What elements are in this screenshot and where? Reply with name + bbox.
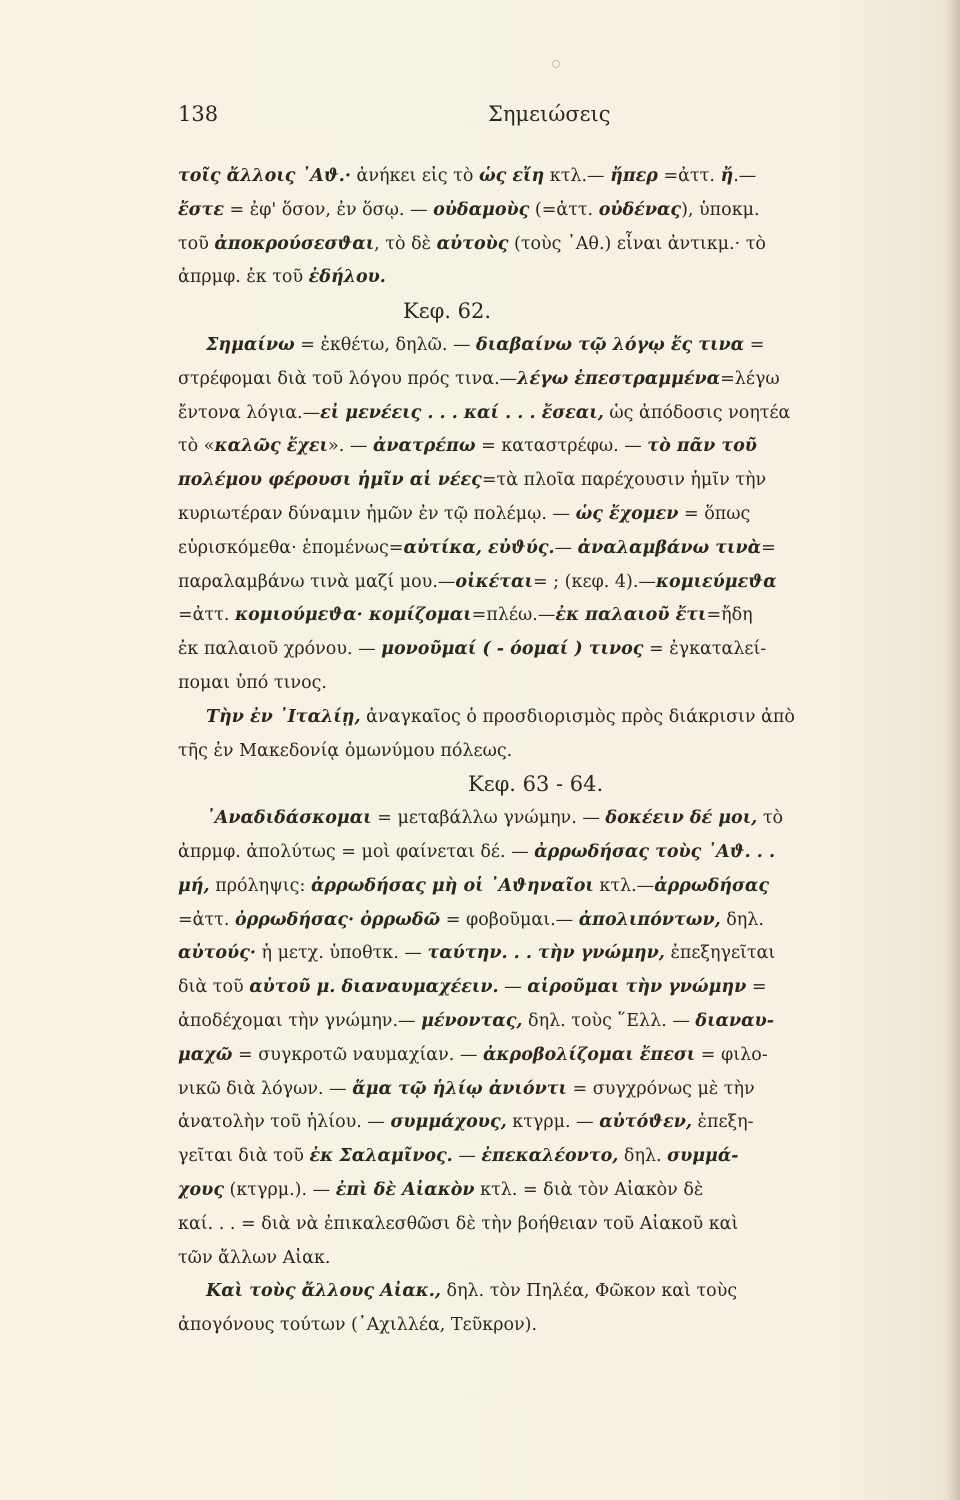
gloss-text: διὰ τοῦ	[178, 977, 250, 998]
gloss-text: = φιλο-	[695, 1044, 768, 1065]
gloss-text: ἀνατολὴν τοῦ ἡλίου. —	[178, 1112, 391, 1133]
gloss-text: ἐπεξηγεῖται	[664, 943, 776, 964]
page-header	[178, 102, 918, 132]
text-line	[178, 194, 923, 228]
gloss-text: Κεφ. 63 - 64.	[468, 772, 604, 797]
lemma-term: αἱροῦμαι τὴν γνώμην	[527, 977, 747, 998]
gloss-text: ἀποδέχομαι τὴν γνώμην.—	[178, 1010, 422, 1031]
lemma-term: ἤπερ	[610, 166, 658, 186]
gloss-text: κτγρμ. —	[506, 1112, 600, 1133]
gloss-text: =ἤδη	[706, 605, 753, 626]
text-line	[178, 532, 923, 566]
gloss-text: = μεταβάλλω γνώμην. —	[371, 808, 606, 829]
gloss-text: —	[452, 1146, 482, 1167]
lemma-term: ὡς ἔχομεν	[575, 503, 679, 524]
gloss-text: ». —	[328, 436, 373, 457]
gloss-text: —	[498, 977, 528, 998]
text-line	[178, 1174, 923, 1208]
gloss-text: = συγκροτῶ ναυμαχίαν. —	[232, 1044, 483, 1065]
lemma-term: ἅμα τῷ ἡλίῳ ἀνιόντι	[352, 1078, 567, 1099]
gloss-text: δηλ.	[720, 909, 764, 930]
text-line	[178, 836, 923, 870]
gloss-text: = ἐφ' ὅσον, ἐν ὅσῳ. —	[223, 199, 434, 220]
lemma-term: ἔστε	[178, 199, 224, 220]
lemma-term: μή,	[178, 875, 210, 896]
lemma-term: ἀνατρέπω	[372, 436, 476, 457]
gloss-text: τῶν ἄλλων Αἰακ.	[178, 1247, 331, 1268]
lemma-term: ἐπεκαλέοντο,	[481, 1146, 619, 1167]
text-line	[178, 937, 923, 971]
lemma-term: ᾿Αναδιδάσκομαι	[206, 808, 372, 829]
text-line	[178, 464, 923, 498]
gloss-text: πρόληψις:	[209, 875, 311, 896]
lemma-term: ἀκροβολίζομαι ἔπεσι	[482, 1044, 696, 1065]
gloss-text: —	[554, 537, 578, 558]
text-body	[178, 160, 923, 1343]
lemma-term: αὐτόϑεν,	[599, 1112, 692, 1133]
gloss-text: ὡς ἀπόδοσις νοητέα	[603, 402, 791, 423]
gloss-text: ἀναγκαῖος ὁ προσδιορισμὸς πρὸς διάκρισιν ἀπὸ	[360, 706, 795, 727]
gloss-text: =	[744, 334, 765, 355]
lemma-term: μονοῦμαί ( - όομαί ) τινος	[381, 639, 644, 660]
gloss-text: ἔντονα λόγια.—	[178, 402, 321, 423]
text-line	[178, 160, 923, 194]
gloss-text: =τὰ πλοῖα παρέχουσιν ἡμῖν τὴν	[481, 470, 767, 491]
text-line	[178, 1140, 923, 1174]
text-line	[178, 1005, 923, 1039]
gloss-text: = ὅπως	[678, 503, 751, 524]
gloss-text: τοῦ	[178, 233, 215, 254]
lemma-term: μαχῶ	[178, 1044, 233, 1065]
lemma-term: αὐτούς·	[178, 943, 256, 964]
text-line	[178, 329, 923, 363]
gloss-text: παραλαμβάνω τινὰ μαζί μου.—	[178, 571, 456, 592]
text-line	[178, 701, 923, 735]
gloss-text: =	[761, 537, 776, 558]
text-line	[178, 430, 923, 464]
lemma-term: συμμάχους,	[390, 1112, 507, 1133]
lemma-term: ἐκ παλαιοῦ ἔτι	[555, 605, 707, 626]
gloss-text: = συγχρόνως μὲ τὴν	[566, 1078, 755, 1099]
lemma-term: χους	[178, 1179, 224, 1200]
lemma-term: ἐπὶ δὲ Αἰακὸν	[335, 1179, 475, 1200]
gloss-text: = καταστρέφω. —	[475, 436, 648, 457]
text-line	[178, 1073, 923, 1107]
gloss-text: ἀπογόνους τούτων (᾿Αχιλλέα, Τεῦκρον).	[178, 1315, 538, 1336]
lemma-term: ἀρρωδήσας	[654, 875, 770, 896]
text-line	[178, 228, 923, 262]
page-edge-shadow	[946, 0, 960, 1500]
lemma-term: κομιούμεϑα· κομίζομαι	[234, 605, 472, 626]
lemma-term: Τὴν ἐν ᾿Ιταλίῃ,	[206, 706, 361, 727]
gloss-text: τῆς ἐν Μακεδονίᾳ ὁμωνύμου πόλεως.	[178, 740, 513, 761]
gloss-text: (τοὺς ᾿Αθ.) εἶναι ἀντικμ.· τὸ	[508, 233, 766, 254]
page-number: 138	[178, 102, 219, 126]
lemma-term: οὐδένας	[598, 199, 682, 220]
text-line	[178, 870, 923, 904]
lemma-term: αὐτίκα, εὐϑύς.	[403, 537, 555, 558]
gloss-text: κτλ. = διὰ τὸν Αἰακὸν δὲ	[474, 1179, 704, 1200]
gloss-text: δηλ.	[618, 1146, 668, 1167]
lemma-term: αὐτοὺς	[436, 233, 509, 254]
text-line	[178, 1309, 923, 1343]
text-line	[178, 261, 923, 295]
lemma-term: οὐδαμοὺς	[433, 199, 530, 220]
text-line	[178, 599, 923, 633]
gloss-text: ἀνήκει εἰς τὸ	[350, 166, 479, 186]
text-line	[178, 566, 923, 600]
text-line	[178, 904, 923, 938]
page-mark	[552, 60, 560, 68]
text-line	[178, 1208, 923, 1242]
lemma-term: ἤ	[720, 166, 734, 186]
text-line	[178, 667, 923, 701]
lemma-term: ἀπολιπόντων,	[578, 909, 721, 930]
gloss-text: (=ἀττ.	[529, 199, 599, 220]
lemma-term: κομιεύμεϑα	[655, 571, 777, 592]
lemma-term: ἀναλαμβάνω τινὰ	[577, 537, 762, 558]
lemma-term: καλῶς ἔχει	[214, 436, 329, 457]
lemma-term: ἀρρωδήσας μὴ οἱ ᾿Αϑηναῖοι	[310, 875, 594, 896]
gloss-text: ἡ μετχ. ὑποθτκ. —	[255, 943, 428, 964]
gloss-text: κτλ.—	[593, 875, 655, 896]
lemma-term: οἰκέται	[455, 571, 533, 592]
gloss-text: = ; (κεφ. 4).—	[533, 571, 656, 592]
text-line	[178, 498, 923, 532]
text-line	[178, 735, 923, 769]
gloss-text: =ἀττ.	[657, 166, 721, 186]
gloss-text: =ἀττ.	[178, 909, 235, 930]
lemma-term: τοῖς ἄλλοις ᾿Αϑ.·	[178, 166, 351, 186]
lemma-term: ὡς εἴη	[478, 166, 545, 186]
gloss-text: ἀπρμφ. ἐκ τοῦ	[178, 267, 309, 288]
lemma-term: ἀποκρούσεσϑαι	[214, 233, 375, 254]
text-line	[178, 363, 923, 397]
gloss-text: , τὸ δὲ	[374, 233, 437, 254]
gloss-text: ), ὑποκμ.	[681, 199, 760, 220]
section-heading	[178, 295, 923, 329]
gloss-text: ἀπρμφ. ἀπολύτως = μοὶ φαίνεται δέ. —	[178, 841, 535, 862]
gloss-text: .—	[733, 166, 757, 186]
gloss-text: δηλ. τοὺς ῞Ελλ. —	[522, 1010, 696, 1031]
gloss-text: =πλέω.—	[471, 605, 556, 626]
lemma-term: ἀρρωδήσας τοὺς ᾿Αϑ. . .	[534, 841, 776, 862]
gloss-text: =λέγω	[720, 368, 780, 389]
running-title: Σημειώσεις	[488, 102, 611, 126]
text-line	[178, 1242, 923, 1276]
lemma-term: μένοντας,	[421, 1010, 523, 1031]
gloss-text: εὑρισκόμεθα· ἑπομένως=	[178, 537, 404, 558]
text-line	[178, 802, 923, 836]
section-heading	[178, 768, 923, 802]
lemma-term: διαβαίνω τῷ λόγῳ ἔς τινα	[476, 334, 745, 355]
lemma-term: συμμά-	[667, 1146, 739, 1167]
gloss-text: πομαι ὑπό τινος.	[178, 672, 327, 693]
lemma-term: Καὶ τοὺς ἄλλους Αἰακ.,	[206, 1281, 441, 1302]
text-line	[178, 397, 923, 431]
gloss-text: νικῶ διὰ λόγων. —	[178, 1078, 353, 1099]
gloss-text: στρέφομαι διὰ τοῦ λόγου πρός τινα.—	[178, 368, 518, 389]
gloss-text: τὸ	[757, 808, 784, 829]
gloss-text: δηλ. τὸν Πηλέα, Φῶκον καὶ τοὺς	[440, 1281, 738, 1302]
lemma-term: αὐτοῦ μ. διαναυμαχέειν.	[249, 977, 499, 998]
lemma-term: εἰ μενέεις . . . καί . . . ἔσεαι,	[320, 402, 604, 423]
gloss-text: κυριωτέραν δύναμιν ἡμῶν ἐν τῷ πολέμῳ. —	[178, 503, 576, 524]
lemma-term: ταύτην. . . τὴν γνώμην,	[427, 943, 665, 964]
text-line	[178, 1275, 923, 1309]
gloss-text: =ἀττ.	[178, 605, 235, 626]
gloss-text: ἐπεξη-	[691, 1112, 754, 1133]
text-line	[178, 971, 923, 1005]
gloss-text: Κεφ. 62.	[403, 299, 492, 324]
text-line	[178, 1039, 923, 1073]
lemma-term: λέγω ἐπεστραμμένα	[517, 368, 721, 389]
lemma-term: Σημαίνω	[206, 334, 295, 355]
lemma-term: πολέμου φέρουσι ἡμῖν αἱ νέες	[178, 470, 482, 491]
gloss-text: = ἐγκαταλεί-	[643, 639, 767, 660]
lemma-term: διαναυ-	[695, 1010, 775, 1031]
gloss-text: (κτγρμ.). —	[223, 1179, 336, 1200]
text-line	[178, 1106, 923, 1140]
lemma-term: τὸ πᾶν τοῦ	[647, 436, 757, 457]
lemma-term: δοκέειν δέ μοι,	[605, 808, 758, 829]
lemma-term: ὀρρωδήσας· ὀρρωδῶ	[234, 909, 441, 930]
gloss-text: κτλ.—	[544, 166, 611, 186]
text-line	[178, 633, 923, 667]
gloss-text: = ἐκθέτω, δηλῶ. —	[294, 334, 477, 355]
lemma-term: ἐδήλου.	[308, 267, 386, 288]
gloss-text: καί. . . = διὰ νὰ ἐπικαλεσθῶσι δὲ τὴν βοήθειαν τοῦ Αἰακοῦ καὶ	[178, 1213, 739, 1234]
gloss-text: ἐκ παλαιοῦ χρόνου. —	[178, 639, 382, 660]
gloss-text: =	[746, 977, 767, 998]
gloss-text: = φοβοῦμαι.—	[440, 909, 579, 930]
lemma-term: ἐκ Σαλαμῖνος.	[309, 1146, 453, 1167]
gloss-text: γεῖται διὰ τοῦ	[178, 1146, 310, 1167]
gloss-text: τὸ «	[178, 436, 215, 457]
